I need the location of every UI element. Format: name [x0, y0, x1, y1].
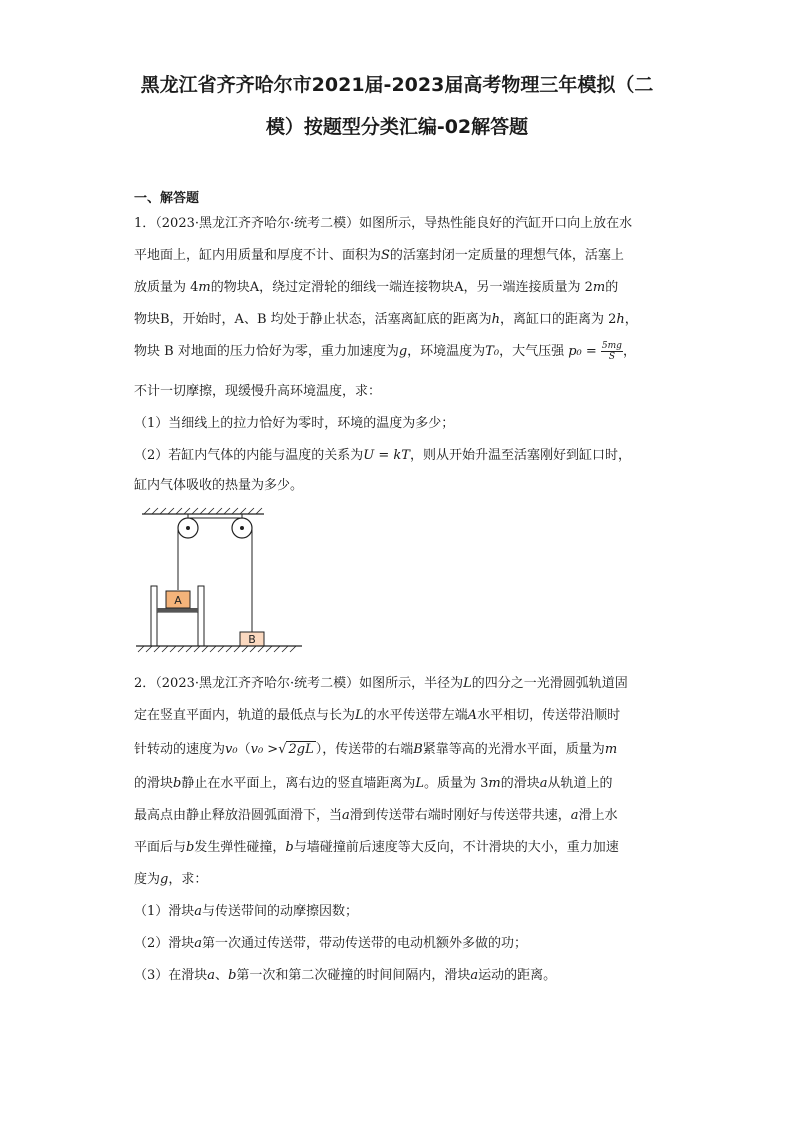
q1-figure-pulley-cylinder — [134, 500, 304, 660]
q2-subquestion-3: （3）在滑块a、b第一次和第二次碰撞的时间间隔内，滑块a运动的距离。 — [134, 968, 557, 983]
block-b-label: B — [248, 633, 256, 646]
q1-line-4: 物块B，开始时，A、B 均处于静止状态，活塞离缸底的距离为h，离缸口的距离为 2h， — [134, 312, 638, 327]
q1-subquestion-2: （2）若缸内气体的内能与温度的关系为U = kT，则从开始升温至活塞刚好到缸口时， — [134, 448, 631, 463]
document-title-line-2: 模）按题型分类汇编-02解答题 — [265, 116, 529, 138]
q1-subquestion-1: （1）当细线上的拉力恰好为零时，环境的温度为多少； — [134, 416, 455, 431]
q2-line-5: 最高点由静止释放沿圆弧面滑下，当a滑到传送带右端时刚好与传送带共速，a滑上水 — [134, 808, 618, 823]
q2-line-4: 的滑块b静止在水平面上，离右边的竖直墙距离为L。质量为 3m的滑块a从轨道上的 — [134, 776, 613, 791]
q2-line-3: 针转动的速度为v₀（v₀ >√ 2gL ），传送带的右端B紧靠等高的光滑水平面，质量为m — [134, 742, 618, 757]
document-title-line-1: 黑龙江省齐齐哈尔市2021届-2023届高考物理三年模拟（二 — [140, 74, 654, 96]
block-a-label: A — [174, 594, 182, 607]
q2-subquestion-1: （1）滑块a与传送带间的动摩擦因数； — [134, 904, 359, 919]
pressure-fraction: $\frac{5mg}{S}$ — [601, 341, 622, 362]
q2-line-2: 定在竖直平面内，轨道的最低点与长为L的水平传送带左端A水平相切，传送带沿顺时 — [134, 708, 621, 723]
pulley-left-icon — [178, 518, 198, 538]
q2-line-6: 平面后与b发生弹性碰撞，b与墙碰撞前后速度等大反向，不计滑块的大小，重力加速 — [134, 840, 619, 855]
section-heading: 一、解答题 — [134, 191, 200, 206]
q1-line-5: 物块 B 对地面的压力恰好为零，重力加速度为g，环境温度为T₀，大气压强 p₀ = $\frac{5mg}{S}$ ， — [134, 341, 636, 362]
q1-line-6: 不计一切摩擦，现缓慢升高环境温度，求： — [134, 384, 382, 399]
q2-subquestion-2: （2）滑块a第一次通过传送带，带动传送带的电动机额外多做的功； — [134, 936, 528, 951]
q2-line-1: 2．（2023·黑龙江齐齐哈尔·统考二模）如图所示，半径为L的四分之一光滑圆弧轨道固 — [134, 676, 628, 691]
q1-line-2: 平地面上，缸内用质量和厚度不计、面积为S的活塞封闭一定质量的理想气体，活塞上 — [134, 248, 624, 263]
q2-line-7: 度为g，求： — [134, 872, 208, 887]
q1-line-3: 放质量为 4m的物块A，绕过定滑轮的细线一端连接物块A，另一端连接质量为 2m的 — [134, 280, 619, 295]
pulley-right-icon — [232, 518, 252, 538]
q1-line-9: 缸内气体吸收的热量为多少。 — [134, 478, 304, 493]
q1-line-1: 1．（2023·黑龙江齐齐哈尔·统考二模）如图所示，导热性能良好的汽缸开口向上放在水 — [134, 216, 633, 231]
